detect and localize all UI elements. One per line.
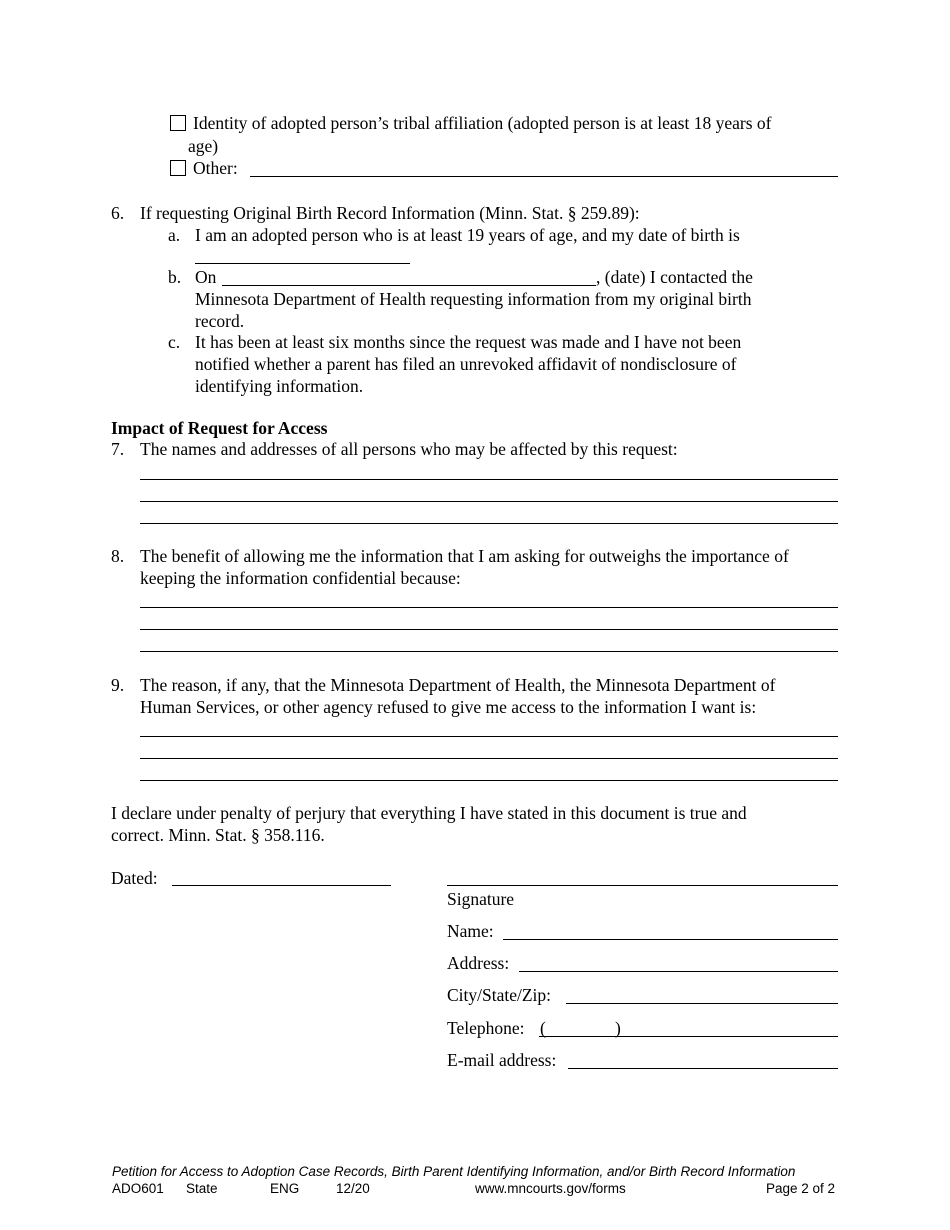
tribal-affiliation-checkbox[interactable] bbox=[170, 115, 186, 131]
item6b-letter: b. bbox=[168, 267, 182, 287]
signature-label: Signature bbox=[447, 889, 515, 909]
item9-answer-line-2[interactable] bbox=[140, 758, 838, 759]
footer-form-code: ADO601 bbox=[112, 1181, 164, 1196]
section-heading: Impact of Request for Access bbox=[111, 418, 328, 438]
telephone-input-line[interactable] bbox=[539, 1036, 838, 1037]
item8-answer-line-3[interactable] bbox=[140, 651, 838, 652]
name-input-line[interactable] bbox=[503, 939, 838, 940]
footer-website: www.mncourts.gov/forms bbox=[475, 1181, 626, 1196]
item6c-letter: c. bbox=[168, 332, 181, 352]
contact-date-input-line[interactable] bbox=[222, 285, 596, 286]
email-input-line[interactable] bbox=[568, 1068, 838, 1069]
address-label: Address: bbox=[447, 953, 510, 973]
item9-answer-line-1[interactable] bbox=[140, 736, 838, 737]
footer-jurisdiction: State bbox=[186, 1181, 218, 1196]
footer-revision: 12/20 bbox=[336, 1181, 370, 1196]
item6-number: 6. bbox=[111, 203, 125, 223]
item6b-after-blank: , (date) I contacted the bbox=[596, 267, 753, 287]
item8-line2: keeping the information confidential because: bbox=[140, 568, 461, 588]
other-label: Other: bbox=[193, 158, 238, 178]
item6c-line1: It has been at least six months since the request was made and I have not been bbox=[195, 332, 742, 352]
item9-line2: Human Services, or other agency refused to give me access to the information I want is: bbox=[140, 697, 757, 717]
date-of-birth-input-line[interactable] bbox=[195, 263, 410, 264]
item6-text: If requesting Original Birth Record Information (Minn. Stat. § 259.89): bbox=[140, 203, 640, 223]
item8-line1: The benefit of allowing me the information that I am asking for outweighs the importance of bbox=[140, 546, 789, 566]
telephone-paren-open: ( bbox=[540, 1018, 546, 1038]
item7-text: The names and addresses of all persons who may be affected by this request: bbox=[140, 439, 678, 459]
email-label: E-mail address: bbox=[447, 1050, 557, 1070]
item7-number: 7. bbox=[111, 439, 125, 459]
tribal-affiliation-label-line2: age) bbox=[188, 136, 219, 156]
item8-answer-line-2[interactable] bbox=[140, 629, 838, 630]
footer-form-title: Petition for Access to Adoption Case Records, Birth Parent Identifying Information, and/or Birth Record Information bbox=[112, 1164, 796, 1179]
telephone-label: Telephone: bbox=[447, 1018, 525, 1038]
item9-line1: The reason, if any, that the Minnesota Department of Health, the Minnesota Department of bbox=[140, 675, 776, 695]
item6a-letter: a. bbox=[168, 225, 181, 245]
item6c-line3: identifying information. bbox=[195, 376, 364, 396]
other-input-line[interactable] bbox=[250, 176, 838, 177]
name-label: Name: bbox=[447, 921, 494, 941]
item6a-text: I am an adopted person who is at least 19 years of age, and my date of birth is bbox=[195, 225, 740, 245]
item8-number: 8. bbox=[111, 546, 125, 566]
declaration-line1: I declare under penalty of perjury that everything I have stated in this document is true and bbox=[111, 803, 747, 823]
city-state-zip-label: City/State/Zip: bbox=[447, 985, 552, 1005]
item6c-line2: notified whether a parent has filed an unrevoked affidavit of nondisclosure of bbox=[195, 354, 737, 374]
item6b-line3: record. bbox=[195, 311, 245, 331]
item7-answer-line-3[interactable] bbox=[140, 523, 838, 524]
dated-label: Dated: bbox=[111, 868, 158, 888]
tribal-affiliation-label-line1: Identity of adopted person’s tribal affiliation (adopted person is at least 18 years of bbox=[193, 113, 772, 133]
item6b-line2: Minnesota Department of Health requesting information from my original birth bbox=[195, 289, 752, 309]
other-checkbox[interactable] bbox=[170, 160, 186, 176]
footer-language: ENG bbox=[270, 1181, 300, 1196]
dated-input-line[interactable] bbox=[172, 885, 391, 886]
item8-answer-line-1[interactable] bbox=[140, 607, 838, 608]
item6b-on: On bbox=[195, 267, 217, 287]
item7-answer-line-1[interactable] bbox=[140, 479, 838, 480]
address-input-line[interactable] bbox=[519, 971, 838, 972]
item9-answer-line-3[interactable] bbox=[140, 780, 838, 781]
signature-line[interactable] bbox=[447, 885, 838, 886]
city-state-zip-input-line[interactable] bbox=[566, 1003, 838, 1004]
telephone-paren-close: ) bbox=[615, 1018, 621, 1038]
footer-page-number: Page 2 of 2 bbox=[766, 1181, 836, 1196]
item9-number: 9. bbox=[111, 675, 125, 695]
item7-answer-line-2[interactable] bbox=[140, 501, 838, 502]
declaration-line2: correct. Minn. Stat. § 358.116. bbox=[111, 825, 325, 845]
